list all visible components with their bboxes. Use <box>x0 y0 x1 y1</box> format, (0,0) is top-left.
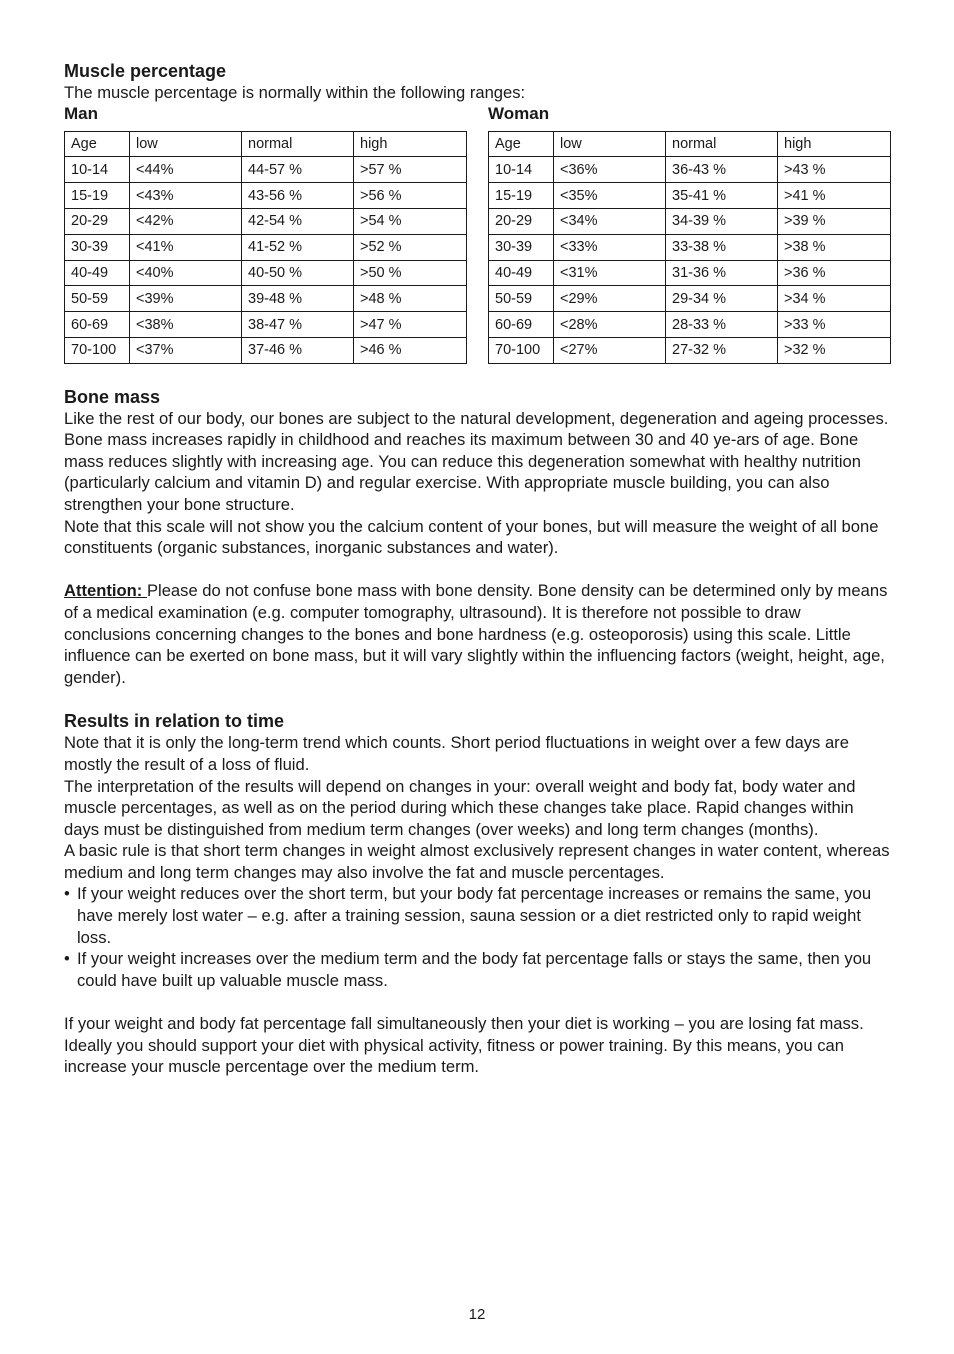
results-paragraph-4: If your weight and body fat percentage fall simultaneously then your diet is working – you are losing fat mass. Ideally you should support your diet with physical activity, fitness or power training. By this means, you can increase your muscle percentage over the medium term. <box>64 1014 864 1077</box>
man-title: Man <box>64 103 98 123</box>
table-cell: 37-46 % <box>242 337 354 363</box>
table-cell: >57 % <box>354 157 467 183</box>
table-cell: <44% <box>130 157 242 183</box>
table-cell: 15-19 <box>65 183 130 209</box>
table-cell: >43 % <box>778 157 891 183</box>
table-cell: >54 % <box>354 208 467 234</box>
table-row <box>65 234 467 260</box>
table-cell: 60-69 <box>65 312 130 338</box>
muscle-tables <box>64 104 890 364</box>
table-row <box>489 208 891 234</box>
table-row <box>489 312 891 338</box>
table-row <box>489 286 891 312</box>
bone-heading: Bone mass <box>64 386 161 407</box>
table-cell: <29% <box>554 286 666 312</box>
table-cell: <37% <box>130 337 242 363</box>
man-table <box>64 131 467 364</box>
bone-section <box>64 386 890 689</box>
table-row <box>489 337 891 363</box>
table-cell: low <box>130 131 242 157</box>
table-cell: 43-56 % <box>242 183 354 209</box>
results-paragraph-3: A basic rule is that short term changes in weight almost exclusively represent changes in water content, whereas medium and long term changes may also involve the fat and muscle percentages. <box>64 841 890 882</box>
table-cell: 15-19 <box>489 183 554 209</box>
table-row <box>489 234 891 260</box>
table-cell: 39-48 % <box>242 286 354 312</box>
table-row <box>489 157 891 183</box>
table-cell: <33% <box>554 234 666 260</box>
table-cell: <41% <box>130 234 242 260</box>
table-cell: 36-43 % <box>666 157 778 183</box>
muscle-intro: The muscle percentage is normally within the following ranges: <box>64 83 526 102</box>
table-cell: 70-100 <box>489 337 554 363</box>
table-cell: >39 % <box>778 208 891 234</box>
table-cell: <36% <box>554 157 666 183</box>
list-item <box>64 883 890 948</box>
table-cell: <27% <box>554 337 666 363</box>
table-cell: 35-41 % <box>666 183 778 209</box>
table-cell: <38% <box>130 312 242 338</box>
table-cell: >33 % <box>778 312 891 338</box>
table-cell: 20-29 <box>65 208 130 234</box>
table-cell: 50-59 <box>65 286 130 312</box>
bullet-text: If your weight reduces over the short term, but your body fat percentage increases or remains the same, you have merely lost water – e.g. after a training session, sauna session or a diet restricted only to rapid weight loss. <box>77 884 872 947</box>
table-cell: high <box>354 131 467 157</box>
table-cell: >36 % <box>778 260 891 286</box>
table-cell: >56 % <box>354 183 467 209</box>
table-cell: 20-29 <box>489 208 554 234</box>
table-cell: Age <box>65 131 130 157</box>
table-cell: >41 % <box>778 183 891 209</box>
table-cell: low <box>554 131 666 157</box>
table-cell: 70-100 <box>65 337 130 363</box>
table-cell: >38 % <box>778 234 891 260</box>
results-paragraph-2: The interpretation of the results will depend on changes in your: overall weight and body fat, body water and muscle percentages, as well as on the period during which these changes take place. Rapid changes within days must be distinguished from medium term changes (over weeks) and long term changes (months). <box>64 776 856 839</box>
man-table-block <box>64 104 466 364</box>
table-cell: Age <box>489 131 554 157</box>
attention-label: Attention: <box>64 581 147 601</box>
table-cell: <34% <box>554 208 666 234</box>
bone-paragraph-1: Like the rest of our body, our bones are subject to the natural development, degeneration and ageing processes. Bone mass increases rapidly in childhood and reaches its maximum between 30 and 40 ye-ars of age. Bone mass reduces slightly with increasing age. You can reduce this degeneration somewhat with healthy nutrition (particularly calcium and vitamin D) and regular exercise. With appropriate muscle building, you can also strengthen your bone structure. <box>64 408 889 514</box>
woman-table <box>488 131 891 364</box>
table-cell: 31-36 % <box>666 260 778 286</box>
bullet-text: If your weight increases over the medium term and the body fat percentage falls or stays the same, then you could have built up valuable muscle mass. <box>77 949 872 990</box>
table-row <box>65 208 467 234</box>
list-item <box>64 948 890 991</box>
results-section <box>64 710 890 1078</box>
table-cell: 28-33 % <box>666 312 778 338</box>
document-page <box>64 60 890 1078</box>
table-cell: 30-39 <box>65 234 130 260</box>
table-cell: <39% <box>130 286 242 312</box>
table-cell: 41-52 % <box>242 234 354 260</box>
bullet-icon: • <box>64 949 70 969</box>
table-cell: 38-47 % <box>242 312 354 338</box>
table-cell: normal <box>242 131 354 157</box>
table-cell: >47 % <box>354 312 467 338</box>
table-cell: <31% <box>554 260 666 286</box>
table-cell: 29-34 % <box>666 286 778 312</box>
table-header-row <box>65 131 467 157</box>
table-cell: 10-14 <box>489 157 554 183</box>
table-cell: >46 % <box>354 337 467 363</box>
bone-paragraph-2: Note that this scale will not show you the calcium content of your bones, but will measure the weight of all bone constituents (organic substances, inorganic substances and water). <box>64 516 879 558</box>
table-row <box>65 312 467 338</box>
table-cell: 27-32 % <box>666 337 778 363</box>
results-heading: Results in relation to time <box>64 711 285 732</box>
results-paragraph-1: Note that it is only the long-term trend which counts. Short period fluctuations in weight over a few days are mostly the result of a loss of fluid. <box>64 733 849 774</box>
woman-title: Woman <box>488 103 550 123</box>
table-row <box>65 183 467 209</box>
table-cell: 10-14 <box>65 157 130 183</box>
table-cell: <35% <box>554 183 666 209</box>
table-row <box>65 286 467 312</box>
table-cell: 33-38 % <box>666 234 778 260</box>
table-header-row <box>489 131 891 157</box>
attention-text: Please do not confuse bone mass with bone density. Bone density can be determined only by means of a medical examination (e.g. computer tomography, ultrasound). It is therefore not possible to draw conclusions concerning changes to the bones and bone hardness (e.g. osteoporosis) using this scale. Little influence can be exerted on bone mass, but it will vary slightly within the influencing factors (weight, height, age, gender). <box>64 581 888 687</box>
table-cell: 34-39 % <box>666 208 778 234</box>
table-cell: <28% <box>554 312 666 338</box>
table-cell: >52 % <box>354 234 467 260</box>
table-row <box>489 183 891 209</box>
table-cell: 60-69 <box>489 312 554 338</box>
table-cell: >48 % <box>354 286 467 312</box>
table-row <box>65 337 467 363</box>
table-row <box>489 260 891 286</box>
table-row <box>65 157 467 183</box>
bullet-icon: • <box>64 884 70 904</box>
table-cell: 40-50 % <box>242 260 354 286</box>
table-cell: >32 % <box>778 337 891 363</box>
table-cell: >34 % <box>778 286 891 312</box>
table-cell: 44-57 % <box>242 157 354 183</box>
table-cell: 40-49 <box>489 260 554 286</box>
table-cell: 30-39 <box>489 234 554 260</box>
table-cell: 42-54 % <box>242 208 354 234</box>
table-cell: <42% <box>130 208 242 234</box>
bone-attention <box>64 580 890 688</box>
table-cell: <43% <box>130 183 242 209</box>
table-cell: normal <box>666 131 778 157</box>
woman-table-block <box>488 104 890 364</box>
table-cell: <40% <box>130 260 242 286</box>
muscle-heading: Muscle percentage <box>64 61 227 81</box>
table-cell: 50-59 <box>489 286 554 312</box>
table-row <box>65 260 467 286</box>
table-cell: >50 % <box>354 260 467 286</box>
page-number: 12 <box>468 1306 486 1323</box>
table-cell: high <box>778 131 891 157</box>
table-cell: 40-49 <box>65 260 130 286</box>
